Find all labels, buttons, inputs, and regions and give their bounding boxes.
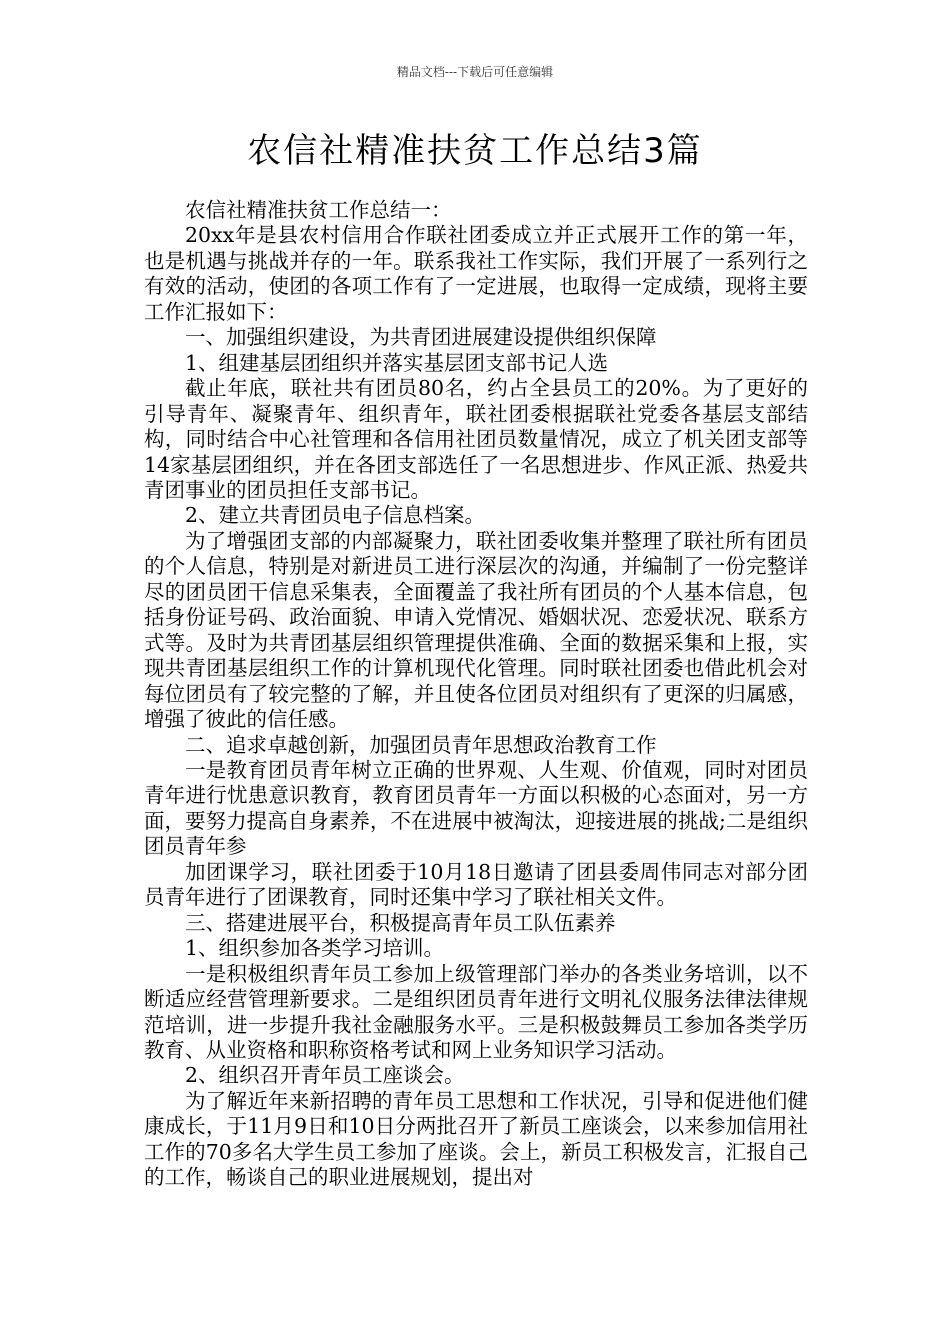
section-heading: 一、加强组织建设，为共青团进展建设提供组织保障 xyxy=(185,325,657,350)
document-title: 农信社精准扶贫工作总结3篇 xyxy=(247,131,703,171)
paragraph: 一是教育团员青年树立正确的世界观、人生观、价值观，同时对团员青年进行忧患意识教育，教育团员青年一方面以积极的心态面对，另一方面，要努力提高自身素养，不在进展中被淘汰，迎接进展的挑战;二是组织团员青年参 xyxy=(144,757,808,859)
paragraph: 为了解近年来新招聘的青年员工思想和工作状况，引导和促进他们健康成长，于11月9日和10日分两批召开了新员工座谈会，以来参加信用社工作的70多名大学生员工参加了座谈。会上，新员工积极发言，汇报自己的工作，畅谈自己的职业进展规划，提出对 xyxy=(144,1088,808,1190)
paragraph: 截止年底，联社共有团员80名，约占全县员工的20%。为了更好的引导青年、凝聚青年、组织青年，联社团委根据联社党委各基层支部结构，同时结合中心社管理和各信用社团员数量情况，成立了机关团支部等14家基层团组织，并在各团支部选任了一名思想进步、作风正派、热爱共青团事业的团员担任支部书记。 xyxy=(144,376,808,502)
paragraph: 一是积极组织青年员工参加上级管理部门举办的各类业务培训，以不断适应经营管理新要求。二是组织团员青年进行文明礼仪服务法律法律规范培训，进一步提升我社金融服务水平。三是积极鼓舞员工参加各类学历教育、从业资格和职称资格考试和网上业务知识学习活动。 xyxy=(144,961,808,1062)
subsection-heading: 2、建立共青团员电子信息档案。 xyxy=(185,503,486,528)
section-heading: 二、追求卓越创新，加强团员青年思想政治教育工作 xyxy=(185,732,657,757)
paragraph: 加团课学习，联社团委于10月18日邀请了团县委周伟同志对部分团员青年进行了团课教育，同时还集中学习了联社相关文件。 xyxy=(144,859,808,910)
document-body xyxy=(144,198,808,1191)
section-heading: 三、搭建进展平台，积极提高青年员工队伍素养 xyxy=(185,910,616,935)
paragraph: 20xx年是县农村信用合作联社团委成立并正式展开工作的第一年，也是机遇与挑战并存的一年。联系我社工作实际，我们开展了一系列行之有效的活动，使团的各项工作有了一定进展，也取得一定成绩，现将主要工作汇报如下： xyxy=(144,223,808,324)
subsection-heading: 1、组织参加各类学习培训。 xyxy=(185,936,445,961)
paragraph: 为了增强团支部的内部凝聚力，联社团委收集并整理了联社所有团员的个人信息，特别是对新进员工进行深层次的沟通，并编制了一份完整详尽的团员团干信息采集表，全面覆盖了我社所有团员的个人基本信息，包括身份证号码、政治面貌、申请入党情况、婚姻状况、恋爱状况、联系方式等。及时为共青团基层组织管理提供准确、全面的数据采集和上报，实现共青团基层组织工作的计算机现代化管理。同时联社团委也借此机会对每位团员有了较完整的了解，并且使各位团员对组织有了更深的归属感，增强了彼此的信任感。 xyxy=(144,528,808,732)
subsection-heading: 1、组建基层团组织并落实基层团支部书记人选 xyxy=(185,350,609,375)
page-header-note: 精品文档---下载后可任意编辑 xyxy=(396,65,554,79)
subsection-heading: 2、组织召开青年员工座谈会。 xyxy=(185,1063,465,1088)
paragraph: 农信社精准扶贫工作总结一： xyxy=(185,198,452,222)
